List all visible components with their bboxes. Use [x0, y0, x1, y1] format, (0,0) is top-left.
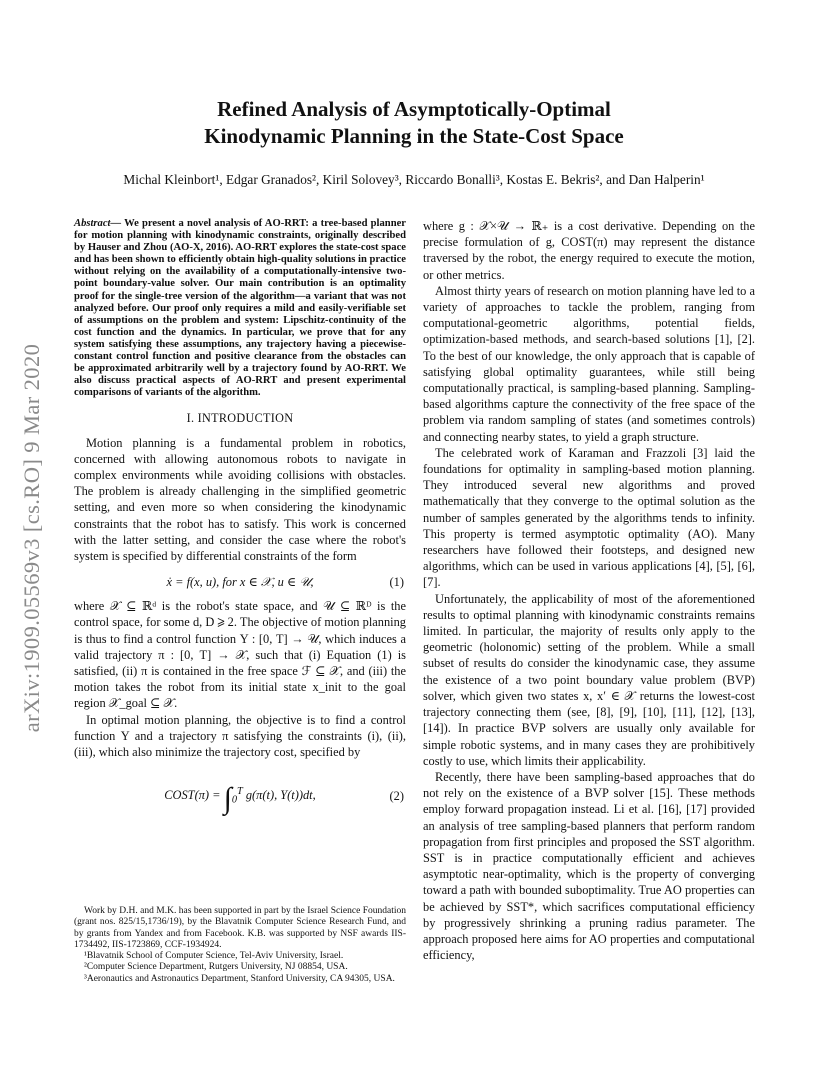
footnote-affiliation-3: ³Aeronautics and Astronautics Department, Stanford University, CA 94305, USA. — [84, 973, 395, 984]
equation-1-body: ẋ = f(x, u), for x ∈ 𝒳, u ∈ 𝒰, — [166, 575, 314, 590]
integral-lower: 0 — [231, 794, 237, 806]
equation-2 — [74, 766, 406, 824]
integral-sign: ∫ — [223, 782, 232, 816]
equation-2-number: (2) — [389, 789, 404, 804]
left-column — [74, 218, 406, 826]
section-heading-introduction: I. INTRODUCTION — [186, 411, 294, 426]
author-list: Michal Kleinbort¹, Edgar Granados², Kiril Solovey³, Riccardo Bonalli³, Kostas E. Bekris², and Dan Halperin¹ — [123, 172, 705, 187]
footnote-affiliation-2: ²Computer Science Department, Rutgers University, NJ 08854, USA. — [84, 962, 348, 973]
right-paragraph-3: The celebrated work of Karaman and Frazzoli [3] laid the foundations for optimality in sampling-based motion planning. They introduced several new algorithms and proved mathematically that they converge to the optimal solution as the number of samples generated by the algorithms tends to infinity. This property is termed asymptotic optimality (AO). Many researchers have followed their footsteps, and designed new algorithms, which can be used in various applications [4], [5], [6], [7]. — [423, 445, 755, 590]
right-paragraph-5: Recently, there have been sampling-based approaches that do not rely on the existence of a BVP solver [15]. These methods employ forward propagation instead. Li et al. [16], [17] provided an analysis of tree sampling-based planners that perform random propagation from first principles and proposed the SST algorithm. SST is in practice computationally efficient and achieves asymptotic near-optimality, which is the property of converging toward a path with bounded suboptimality. True AO properties can be achieved by SST*, which sacrifices computational efficiency by progressively shrinking a pruning radius parameter. The approach proposed here aims for AO properties and computational efficiency, — [423, 769, 755, 963]
abstract-lead: Abstract— — [74, 218, 122, 229]
right-paragraph-1: where g : 𝒳×𝒰 → ℝ₊ is a cost derivative. Depending on the precise formulation of g, COST(π) may represent the distance traversed by the robot, the energy required to execute the motion, or other metrics. — [423, 219, 755, 282]
paper-title — [60, 96, 768, 150]
footnote-affiliation-1: ¹Blavatnik School of Computer Science, Tel-Aviv University, Israel. — [84, 951, 344, 962]
footnote-funding: Work by D.H. and M.K. has been supported in part by the Israel Science Foundation (grant nos. 825/15,1736/19), by the Blavatnik Computer Science Research Fund, and by grants from Yandex and from Facebook. K.B. was supported by NSF awards IIS-1734492, IIS-1723869, CCF-1934924. — [74, 906, 406, 950]
intro-paragraph-3: In optimal motion planning, the objective is to find a control function Υ and a trajectory π satisfying the constraints (i), (ii), (iii), which also minimize the trajectory cost, specified by — [74, 712, 406, 760]
right-paragraph-4: Unfortunately, the applicability of most of the aforementioned results to optimal planning with kinodynamic constraints remains limited. In particular, the majority of results only apply to the geometric (holonomic) setting of the problem. While a small subset of results do consider the kinodynamic case, they assume the existence of a two point boundary value problem (BVP) solver, which given two states x, x′ ∈ 𝒳 returns the lowest-cost trajectory connecting them (see, [8], [9], [10], [11], [12], [13], [14]). In practice BVP solvers are usually only available for simple robotic systems, and in many cases they are prohibitively costly to use, which limits their applicability. — [423, 591, 755, 768]
abstract-body: We present a novel analysis of AO-RRT: a tree-based planner for motion planning with kinodynamic constraints, originally described by Hauser and Zhou (AO-X, 2016). AO-RRT explores the state-cost space and has been shown to efficiently obtain high-quality solutions in practice without relying on the availability of a computationally-intensive two-point boundary-value solver. Our main contribution is an optimality proof for the single-tree version of the algorithm—a variant that was not analyzed before. Our proof only requires a mild and easily-verifiable set of assumptions on the problem and system: Lipschitz-continuity of the cost function and the dynamics. In particular, we prove that for any system satisfying these assumptions, any trajectory having a piecewise-constant control function and positive clearance from the obstacles can be approximated arbitrarily well by a trajectory found by AO-RRT. We also discuss practical aspects of AO-RRT and present experimental comparisons of variants of the algorithm. — [74, 218, 406, 399]
footnotes — [74, 906, 406, 985]
equation-2-body — [74, 782, 406, 816]
equation-1-number: (1) — [389, 575, 404, 590]
title-line-1: Refined Analysis of Asymptotically-Optimal — [217, 97, 611, 121]
arxiv-identifier: arXiv:1909.05569v3 [cs.RO] 9 Mar 2020 — [19, 343, 44, 733]
equation-1 — [74, 570, 406, 596]
equation-2-lhs: COST(π) = — [164, 788, 221, 803]
equation-2-rhs: g(π(t), Υ(t))dt, — [245, 788, 316, 803]
integral-upper: T — [236, 786, 243, 798]
intro-paragraph-1: Motion planning is a fundamental problem in robotics, concerned with allowing autonomous robots to navigate in complex environments while avoiding collisions with obstacles. The problem is already challenging in the simplified geometric setting, and even more so when considering the kinodynamic constraints that the robot has to satisfy. This work is concerned with the latter setting, and consider the case where the robot's system is specified by differential constraints of the form — [74, 435, 406, 564]
intro-paragraph-2: where 𝒳 ⊆ ℝᵈ is the robot's state space, and 𝒰 ⊆ ℝᴰ is the control space, for some d, D ⩾ 2. The objective of motion planning is thus to find a control function Υ : [0, T] → 𝒰, which induces a valid trajectory π : [0, T] → 𝒳, such that (i) Equation (1) is satisfied, (ii) π is contained in the free space ℱ ⊆ 𝒳, and (iii) the motion takes the robot from its initial state x_init to the goal region 𝒳_goal ⊆ 𝒳. — [74, 599, 406, 711]
abstract — [74, 218, 406, 399]
right-column — [423, 218, 755, 963]
title-line-2: Kinodynamic Planning in the State-Cost Space — [204, 124, 624, 148]
right-paragraph-2: Almost thirty years of research on motion planning have led to a variety of approaches to tackle the problem, ranging from computational-geometric algorithms, potential fields, optimization-based methods, and search-based solutions [1], [2]. To the best of our knowledge, the only approach that is capable of satisfying global optimality guarantees, while still being computationally practical, is sampling-based planning. Sampling-based algorithms capture the connectivity of the free space of the problem via random sampling of states (and sometimes controls) and connecting nearby states, to yield a graph structure. — [423, 283, 755, 444]
